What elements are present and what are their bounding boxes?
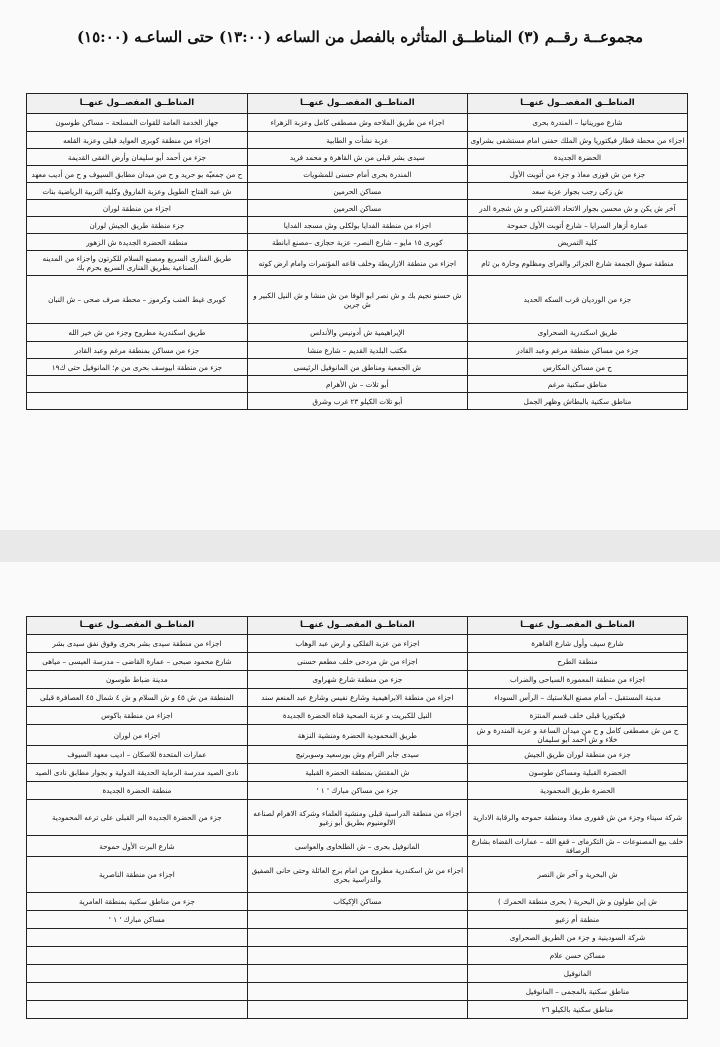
table-cell: اجزاء من منطقة الدراسية قبلى ومنشية العلماء وشركة الاهرام لصناعه الالومنيوم بطريق أبو زغيو <box>247 800 467 836</box>
table-cell: سيدى جابر الترام وش بورسعيد وسوبرتيج <box>247 746 467 764</box>
table-cell: اجزاء من منطقة لوران <box>27 200 248 217</box>
table-cell: المانوفيل بحرى – ش الطلخاوى والعواسى <box>247 836 467 857</box>
table-cell: الحضرة الجديدة <box>467 149 687 166</box>
table-header-row <box>27 94 688 114</box>
table-row <box>27 857 688 893</box>
table-row <box>27 689 688 707</box>
table-row <box>27 782 688 800</box>
table-cell: عزبة نشأت و الطابية <box>247 132 467 149</box>
table-cell: كوبرى ١٥ مايو – شارع النصر– عزبة حجازى –مصنع ابانطة <box>247 234 467 251</box>
table-cell: ش البحرية و آخر ش النصر <box>467 857 687 893</box>
table-cell: طريق اسكندرية الصحراوى <box>467 324 687 342</box>
table-row <box>27 635 688 653</box>
table-cell <box>247 965 467 983</box>
table-cell: جزء من مساكن بمنطقة مرغم وعبد القادر <box>27 342 248 359</box>
table-row <box>27 746 688 764</box>
table-cell: ح من جمعيّه بو حريد و ح من ميدان مطابق السيوف و ح من أديب معهد <box>27 166 248 183</box>
table-cell: ش عبد الفتاح الطويل وعزبة الفاروق وكليه التربية الرياضية بنات <box>27 183 248 200</box>
table-row <box>27 393 688 410</box>
table-row <box>27 893 688 911</box>
table-cell: اجزاء من منطقة الازاريطة وخلف قاعه المؤتمرات وامام ارض كوته <box>247 251 467 276</box>
table-cell: مكتب البلدية القديم – شارع منشا <box>247 342 467 359</box>
table-cell: جزء من منطقة ابيوسف بحرى من م؛ المانوفيل حتى ك١٩ <box>27 359 248 376</box>
table-cell: نادى الصيد مدرسة الرماية الحديقة الدولية و بجوار مطابق نادى الصيد <box>27 764 248 782</box>
table-row <box>27 911 688 929</box>
table-body <box>27 635 688 1019</box>
table-cell <box>247 947 467 965</box>
table-cell <box>247 929 467 947</box>
table-row <box>27 234 688 251</box>
table-cell: مساكن حسن علام <box>467 947 687 965</box>
table-cell: كوبرى غيط العنب وكرموز – محطة صرف صحى – ش النبان <box>27 276 248 324</box>
table-cell: جزء منطقة طريق الجيش لوران <box>27 217 248 234</box>
table-cell: اجزاء من ش اسكندرية مطروح من امام برج العائلة وحتى حانى الصفيق والدراسية بحرى <box>247 857 467 893</box>
table-cell: ش زكى رجب بجوار عزبة سعد <box>467 183 687 200</box>
table-row <box>27 653 688 671</box>
table-row <box>27 183 688 200</box>
table-cell: جزء من مناطق سكنية بمنطقة العامرية <box>27 893 248 911</box>
table-cell: اجزاء من منطقة كوبرى العوايد قبلى وعزبة القلعه <box>27 132 248 149</box>
table-row <box>27 764 688 782</box>
table-cell: جزء من مساكن منطقة مرغم وعبد القادر <box>467 342 687 359</box>
table-cell: شركة سيناء وجزء من ش قفورى معاذ ومنطقة حموحه والرقابة الادارية <box>467 800 687 836</box>
table-cell: مساكن الإكيكاب <box>247 893 467 911</box>
table-cell: طريق الفنارى السريع ومصنع السلام للكرتون واجزاء من المدينه الصناعية بطريق الفنارى السريع بحرم بك <box>27 251 248 276</box>
table-cell: المندرة بحرى أمام حسنى للمشويات <box>247 166 467 183</box>
table-cell: اجزاء من منطقة المعمورة السياحى والضراب <box>467 671 687 689</box>
table-row <box>27 200 688 217</box>
table-cell: طريق اسكندرية مطروح وجزء من ش خير الله <box>27 324 248 342</box>
table-row <box>27 707 688 725</box>
table-cell: اجزاء من محطة قطار فيكتوريا وش الملك حفنى امام مستشفى بشراوى <box>467 132 687 149</box>
table-row <box>27 965 688 983</box>
table-cell: اجزاء من منطقة الابراهيمية وشارع نفيس وشارع عبد المنعم سند <box>247 689 467 707</box>
table-cell: ح من مساكن المكارس <box>467 359 687 376</box>
table-row <box>27 132 688 149</box>
table-cell: مدينة ضباط طوسون <box>27 671 248 689</box>
table-cell: طريق المحمودية الحضرة ومنشية النزهة <box>247 725 467 746</box>
table-row <box>27 149 688 166</box>
table-cell: شارع مورينانيا – المندرة بحرى <box>467 114 687 132</box>
table-cell <box>27 983 248 1001</box>
table-cell: ش الجمعية ومناطق من المانوفيل الرئيسى <box>247 359 467 376</box>
table-cell <box>247 1001 467 1019</box>
table-cell: ح من ش مصطفى كامل و ح من ميدان الساعة و عزبة المندرة و ش خلاء و ش أحمد أبو سليمان <box>467 725 687 746</box>
table-row <box>27 251 688 276</box>
table-row <box>27 947 688 965</box>
table-row <box>27 725 688 746</box>
sheet-page-2 <box>0 562 720 1047</box>
table-cell: المنطقة من ش ٤٥ و ش السلام و ش ٤ شمال ٤٥ العصافرة قبلى <box>27 689 248 707</box>
table-cell: منطقة سوق الجمعة شارع الجزائر والفراى ومظلوم وحارة بن ثام <box>467 251 687 276</box>
table-cell <box>27 393 248 410</box>
table-cell <box>27 929 248 947</box>
table-row <box>27 217 688 234</box>
table-cell <box>27 376 248 393</box>
table-cell: جزء من الوردیان قرب السکه الحدید <box>467 276 687 324</box>
table-cell <box>27 1001 248 1019</box>
table-cell: عمارات المتحدة للاسكان – اديب معهد السيوف <box>27 746 248 764</box>
table-cell: الحضرة طريق المحمودية <box>467 782 687 800</box>
table-cell: اجزاء من عزبة الفلكى و ارض عبد الوهاب <box>247 635 467 653</box>
table-row <box>27 114 688 132</box>
table-cell: شارع محمود صبحى – عمارة القاضى – مدرسة العيسى – مياهى <box>27 653 248 671</box>
table-row <box>27 836 688 857</box>
table-cell: اجزاء من منطقة الناصرية <box>27 857 248 893</box>
table-cell: جزء من ش فوزى معاذ و جزء من أتوبت الأول <box>467 166 687 183</box>
table-cell: أبو تلات الكيلو ٢٣ غرب وشرق <box>247 393 467 410</box>
table-row <box>27 1001 688 1019</box>
table-row <box>27 359 688 376</box>
table-cell: الإبراهيمية ش أدونيس والأندلس <box>247 324 467 342</box>
table-cell: مناطق سكنية مرغم <box>467 376 687 393</box>
table-cell: المانوفيل <box>467 965 687 983</box>
table-cell: اجزاء من منطقة باكوس <box>27 707 248 725</box>
table-cell: ش المقتش بمنطقة الحضرة القبلية <box>247 764 467 782</box>
table-cell: منطقة أم زغيو <box>467 911 687 929</box>
table-row <box>27 376 688 393</box>
table-cell: سيدى بشر قبلى من ش القاهرة و محمد فريد <box>247 149 467 166</box>
outage-table-2 <box>26 616 688 1019</box>
column-header: المناطــق المفصــول عنهــا <box>247 617 467 635</box>
table-cell: اجزاء من ش مردحى خلف مطعم حسنى <box>247 653 467 671</box>
table-cell: أبو تلات – ش الأهرام <box>247 376 467 393</box>
table-cell: شارع سيف وأول شارع القاهرة <box>467 635 687 653</box>
table-cell: مناطق سكنية بالكيلو ٢٦ <box>467 1001 687 1019</box>
page-gap <box>0 530 720 562</box>
outage-table-1 <box>26 93 688 410</box>
table-cell: مساكن مبارك ' ١ ' <box>27 911 248 929</box>
table-row <box>27 671 688 689</box>
table-row <box>27 342 688 359</box>
table-cell: مناطق سكنية بالمجمى – المانوفيل <box>467 983 687 1001</box>
table-cell: منطقة الحضرة الجديدة <box>27 782 248 800</box>
table-cell: مساكن الحرمين <box>247 183 467 200</box>
table-cell: جزء من مساكن مبارك ' ١ ' <box>247 782 467 800</box>
column-header: المناطــق المفصــول عنهــا <box>27 94 248 114</box>
table-cell: فيكتوريا قبلى خلف قسم المنتزة <box>467 707 687 725</box>
table-row <box>27 800 688 836</box>
column-header: المناطــق المفصــول عنهــا <box>467 617 687 635</box>
table-cell: مساكن الحرمين <box>247 200 467 217</box>
table-cell: جزء من الحضرة الجديدة البر القبلى على ترعه المحمودية <box>27 800 248 836</box>
table-header-row <box>27 617 688 635</box>
table-cell: جزء من منطقة شارع شهراوى <box>247 671 467 689</box>
column-header: المناطــق المفصــول عنهــا <box>27 617 248 635</box>
table-cell: النيل للكبريت و عزبة الصحية قناة الحضرة الجديدة <box>247 707 467 725</box>
table-cell: اجزاء من منطقة سيدى بشر بحرى وفوق نفق سيدى بشر <box>27 635 248 653</box>
table-cell <box>247 911 467 929</box>
table-cell: ش حسنو نجيم بك و ش نصر ابو الوفا من ش منشا و ش النيل الكبير و ش جرين <box>247 276 467 324</box>
table-cell: جزء من أحمد أبو سليمان وأرض الفقى القديمة <box>27 149 248 166</box>
table-cell: اجزاء من لوران <box>27 725 248 746</box>
table-cell: جزء من منطقة لوران طريق الجيش <box>467 746 687 764</box>
table-cell: اجزاء من منطقة الفدايا بولكلى وش مسجد الفدايا <box>247 217 467 234</box>
table-cell <box>27 965 248 983</box>
table-cell: خلف بيع المصنوعات – ش التكرماى – قفع الله – عمارات القضاة بشارع الرصافة <box>467 836 687 857</box>
table-cell: شركة السودينية و جزء من الطريق الصحراوى <box>467 929 687 947</box>
table-cell: منطقة الحضرة الجديدة ش الزهور <box>27 234 248 251</box>
table-row <box>27 276 688 324</box>
column-header: المناطــق المفصــول عنهــا <box>467 94 687 114</box>
table-cell: اجزاء من طريق الملاحه وش مصطفى كامل وعزبة الزهراء <box>247 114 467 132</box>
table-cell <box>247 983 467 1001</box>
table-row <box>27 166 688 183</box>
table-cell: كلية التمريض <box>467 234 687 251</box>
table-body <box>27 114 688 410</box>
table-row <box>27 324 688 342</box>
table-cell: جهاز الخدمة العامة للقوات المسلحة – مساكن طوسون <box>27 114 248 132</box>
table-cell: مناطق سكنية بالبطاش وظهر الجمل <box>467 393 687 410</box>
table-cell: الحضرة القبلية ومساكن طوسون <box>467 764 687 782</box>
table-row <box>27 929 688 947</box>
column-header: المناطــق المفصــول عنهــا <box>247 94 467 114</box>
table-cell: عمارة أزهار السرايا – شارع أتوبت الأول حموحة <box>467 217 687 234</box>
table-cell: منطقة الطرح <box>467 653 687 671</box>
table-row <box>27 983 688 1001</box>
table-cell: مدينة المستقبل – أمام مصنع البلاستيك – الرأس السوداء <box>467 689 687 707</box>
table-cell: شارع البرت الأول حموحة <box>27 836 248 857</box>
table-cell <box>27 947 248 965</box>
page-title: مجموعــة رقــم (٣) المناطــق المتأثره بالفصل من الساعه (١٣:٠٠) حتى الساعـه (١٥:٠٠) <box>76 28 644 46</box>
table-cell: آخر ش يكن و ش محسن بجوار الاتحاد الاشتراكى و ش شجرة الدر <box>467 200 687 217</box>
table-cell: ش إبن طولون و ش البحرية ( بحرى منطقة الحمرك ) <box>467 893 687 911</box>
